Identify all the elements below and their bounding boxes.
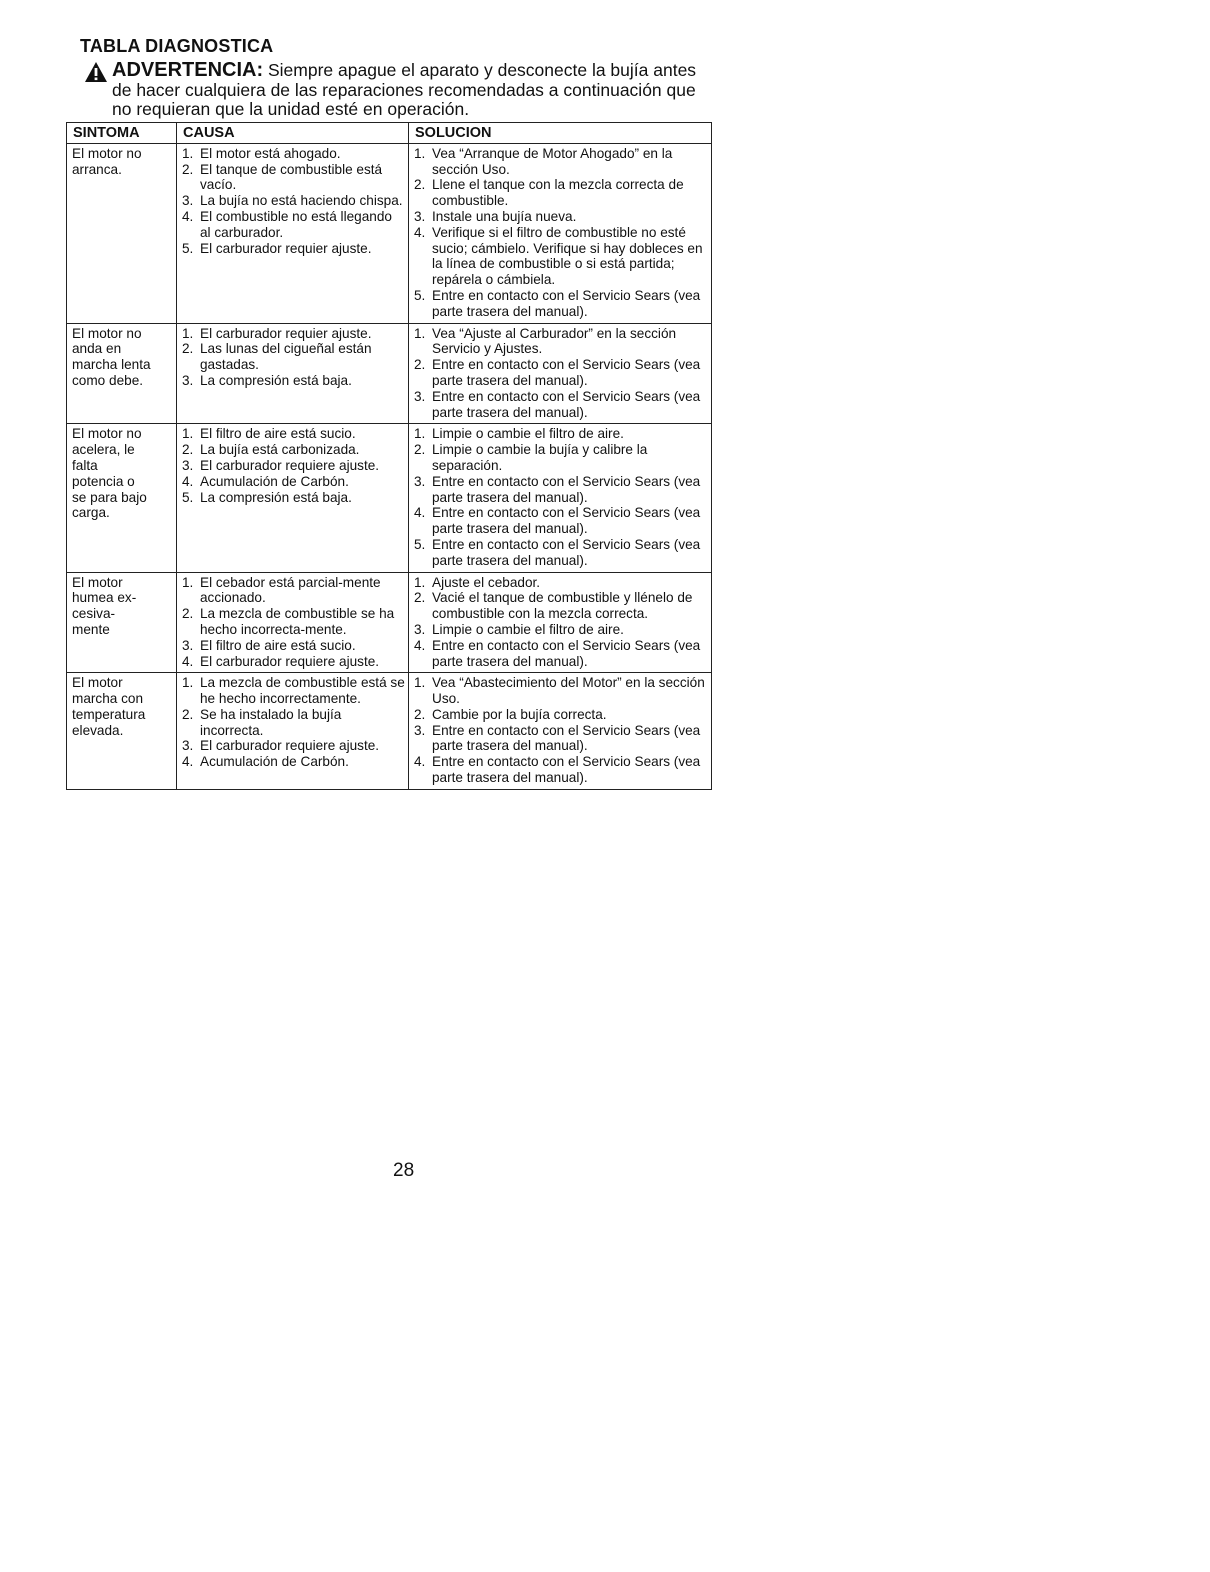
solution-text: Entre en contacto con el Servicio Sears (vea parte trasera del manual). bbox=[432, 388, 701, 420]
solution-cell bbox=[409, 424, 712, 572]
cause-number: 5. bbox=[182, 240, 194, 256]
cause-item bbox=[182, 606, 405, 638]
cause-item bbox=[182, 490, 405, 506]
cause-item bbox=[182, 426, 405, 442]
solution-item bbox=[414, 754, 708, 786]
solution-text: Entre en contacto con el Servicio Sears (vea parte trasera del manual). bbox=[432, 637, 701, 669]
cause-text: La compresión está baja. bbox=[200, 372, 352, 388]
solution-item bbox=[414, 675, 708, 707]
solution-number: 1. bbox=[414, 574, 426, 590]
warning-label: ADVERTENCIA: bbox=[112, 59, 264, 81]
solution-text: Entre en contacto con el Servicio Sears (vea parte trasera del manual). bbox=[432, 722, 701, 754]
solution-text: Llene el tanque con la mezcla correcta de combustible. bbox=[432, 177, 684, 209]
solution-item bbox=[414, 474, 708, 506]
warning-triangle-icon bbox=[84, 61, 108, 83]
cause-number: 4. bbox=[182, 653, 194, 669]
cause-text: El carburador requiere ajuste. bbox=[200, 457, 380, 473]
table-row bbox=[67, 572, 712, 673]
solution-item bbox=[414, 177, 708, 209]
cause-text: La mezcla de combustible está se he hecho incorrectamente. bbox=[200, 675, 405, 707]
solution-text: Vacié el tanque de combustible y llénelo de combustible con la mezcla correcta. bbox=[432, 590, 693, 622]
cause-cell bbox=[177, 673, 409, 790]
solution-number: 4. bbox=[414, 505, 426, 521]
cause-text: Acumulación de Carbón. bbox=[200, 473, 349, 489]
cause-cell bbox=[177, 143, 409, 323]
cause-number: 4. bbox=[182, 754, 194, 770]
cause-number: 2. bbox=[182, 706, 194, 722]
cause-item bbox=[182, 341, 405, 373]
solution-text: Instale una bujía nueva. bbox=[432, 208, 577, 224]
solution-number: 4. bbox=[414, 224, 426, 240]
solution-number: 3. bbox=[414, 388, 426, 404]
cause-item bbox=[182, 193, 405, 209]
cause-text: El filtro de aire está sucio. bbox=[200, 426, 356, 442]
solution-number: 3. bbox=[414, 621, 426, 637]
solution-text: Entre en contacto con el Servicio Sears (vea parte trasera del manual). bbox=[432, 505, 701, 537]
solution-number: 4. bbox=[414, 637, 426, 653]
cause-number: 1. bbox=[182, 675, 194, 691]
cause-text: La mezcla de combustible se ha hecho incorrecta-mente. bbox=[200, 606, 395, 637]
warning-text-1: Siempre apague el aparato y desconecte la bujía antes bbox=[263, 60, 697, 80]
cause-item bbox=[182, 638, 405, 654]
solution-text: Cambie por la bujía correcta. bbox=[432, 706, 607, 722]
cause-number: 3. bbox=[182, 637, 194, 653]
solution-item bbox=[414, 326, 708, 358]
solution-item bbox=[414, 707, 708, 723]
table-row bbox=[67, 143, 712, 323]
solution-item bbox=[414, 575, 708, 591]
cause-cell bbox=[177, 572, 409, 673]
cause-text: El carburador requier ajuste. bbox=[200, 240, 372, 256]
solution-item bbox=[414, 225, 708, 288]
solution-number: 1. bbox=[414, 426, 426, 442]
cause-number: 1. bbox=[182, 574, 194, 590]
cause-number: 1. bbox=[182, 426, 194, 442]
solution-item bbox=[414, 723, 708, 755]
cause-text: El carburador requiere ajuste. bbox=[200, 738, 380, 754]
solution-text: Ajuste el cebador. bbox=[432, 574, 541, 590]
solution-item bbox=[414, 426, 708, 442]
table-row bbox=[67, 323, 712, 424]
cause-item bbox=[182, 458, 405, 474]
solution-text: Verifique si el filtro de combustible no esté sucio; cámbielo. Verifique si hay dobleces en la línea de combustible o si está partida; repárela o cámbiela. bbox=[432, 224, 703, 288]
solution-number: 2. bbox=[414, 706, 426, 722]
cause-number: 2. bbox=[182, 442, 194, 458]
solution-item bbox=[414, 590, 708, 622]
warning-text-3: no requieran que la unidad esté en operación. bbox=[112, 99, 470, 119]
table-row bbox=[67, 424, 712, 572]
cause-item bbox=[182, 707, 405, 739]
page-title: TABLA DIAGNOSTICA bbox=[80, 36, 274, 56]
solution-number: 2. bbox=[414, 442, 426, 458]
cause-text: La bujía está carbonizada. bbox=[200, 442, 360, 458]
cause-cell bbox=[177, 424, 409, 572]
solution-number: 2. bbox=[414, 590, 426, 606]
solution-number: 1. bbox=[414, 675, 426, 691]
solution-text: Entre en contacto con el Servicio Sears (vea parte trasera del manual). bbox=[432, 754, 701, 786]
cause-number: 1. bbox=[182, 325, 194, 341]
cause-number: 3. bbox=[182, 193, 194, 209]
solution-item bbox=[414, 146, 708, 178]
header-solucion: SOLUCION bbox=[409, 123, 712, 144]
symptom-cell: El motor no arranca. bbox=[67, 143, 177, 323]
header-sintoma: SINTOMA bbox=[67, 123, 177, 144]
solution-number: 3. bbox=[414, 722, 426, 738]
cause-text: El cebador está parcial-mente accionado. bbox=[200, 574, 381, 606]
solution-text: Vea “Abastecimiento del Motor” en la sección Uso. bbox=[432, 675, 705, 707]
cause-number: 2. bbox=[182, 341, 194, 357]
solution-number: 1. bbox=[414, 325, 426, 341]
solution-text: Vea “Arranque de Motor Ahogado” en la sección Uso. bbox=[432, 145, 673, 177]
solution-text: Limpie o cambie la bujía y calibre la separación. bbox=[432, 442, 648, 473]
diagnostic-table bbox=[66, 122, 712, 790]
cause-text: El combustible no está llegando al carburador. bbox=[200, 208, 392, 240]
solution-number: 5. bbox=[414, 287, 426, 303]
cause-number: 4. bbox=[182, 473, 194, 489]
cause-number: 4. bbox=[182, 208, 194, 224]
cause-item bbox=[182, 326, 405, 342]
solution-text: Limpie o cambie el filtro de aire. bbox=[432, 426, 624, 442]
solution-item bbox=[414, 209, 708, 225]
table-header-row bbox=[67, 123, 712, 144]
cause-item bbox=[182, 241, 405, 257]
warning-text-2: de hacer cualquiera de las reparaciones recomendadas a continuación que bbox=[112, 80, 696, 100]
cause-text: Las lunas del cigueñal están gastadas. bbox=[200, 341, 372, 373]
warning-line-1 bbox=[112, 59, 696, 81]
cause-item bbox=[182, 162, 405, 194]
cause-text: El tanque de combustible está vacío. bbox=[200, 161, 383, 193]
solution-number: 1. bbox=[414, 145, 426, 161]
cause-text: El carburador requiere ajuste. bbox=[200, 653, 380, 669]
cause-number: 2. bbox=[182, 161, 194, 177]
solution-number: 3. bbox=[414, 208, 426, 224]
solution-text: Entre en contacto con el Servicio Sears (vea parte trasera del manual). bbox=[432, 357, 701, 388]
cause-text: El motor está ahogado. bbox=[200, 145, 341, 161]
solution-item bbox=[414, 389, 708, 421]
solution-cell bbox=[409, 323, 712, 424]
table-body bbox=[67, 143, 712, 789]
solution-number: 3. bbox=[414, 473, 426, 489]
solution-item bbox=[414, 442, 708, 474]
cause-item bbox=[182, 373, 405, 389]
cause-item bbox=[182, 146, 405, 162]
table-row bbox=[67, 673, 712, 790]
symptom-cell: El motor humea ex- cesiva- mente bbox=[67, 572, 177, 673]
cause-text: Acumulación de Carbón. bbox=[200, 754, 349, 770]
solution-item bbox=[414, 288, 708, 320]
solution-item bbox=[414, 537, 708, 569]
header-causa: CAUSA bbox=[177, 123, 409, 144]
solution-number: 2. bbox=[414, 357, 426, 373]
solution-text: Limpie o cambie el filtro de aire. bbox=[432, 621, 624, 637]
cause-item bbox=[182, 675, 405, 707]
cause-cell bbox=[177, 323, 409, 424]
cause-text: La bujía no está haciendo chispa. bbox=[200, 193, 403, 209]
solution-text: Entre en contacto con el Servicio Sears (vea parte trasera del manual). bbox=[432, 473, 701, 505]
cause-item bbox=[182, 754, 405, 770]
symptom-cell: El motor marcha con temperatura elevada. bbox=[67, 673, 177, 790]
cause-number: 1. bbox=[182, 145, 194, 161]
cause-number: 3. bbox=[182, 457, 194, 473]
solution-cell bbox=[409, 572, 712, 673]
solution-number: 4. bbox=[414, 754, 426, 770]
cause-item bbox=[182, 442, 405, 458]
page-number: 28 bbox=[393, 1160, 415, 1181]
warning-text-rest bbox=[112, 81, 712, 119]
solution-item bbox=[414, 638, 708, 670]
cause-item bbox=[182, 738, 405, 754]
solution-text: Entre en contacto con el Servicio Sears (vea parte trasera del manual). bbox=[432, 287, 701, 319]
cause-item bbox=[182, 209, 405, 241]
solution-number: 5. bbox=[414, 536, 426, 552]
cause-item bbox=[182, 474, 405, 490]
solution-number: 2. bbox=[414, 177, 426, 193]
symptom-cell: El motor no acelera, le falta potencia o se para bajo carga. bbox=[67, 424, 177, 572]
cause-item bbox=[182, 654, 405, 670]
solution-text: Entre en contacto con el Servicio Sears (vea parte trasera del manual). bbox=[432, 536, 701, 568]
solution-item bbox=[414, 357, 708, 389]
cause-number: 2. bbox=[182, 606, 194, 622]
cause-text: El carburador requier ajuste. bbox=[200, 325, 372, 341]
cause-text: Se ha instalado la bujía incorrecta. bbox=[200, 706, 342, 738]
solution-cell bbox=[409, 673, 712, 790]
cause-number: 3. bbox=[182, 372, 194, 388]
cause-text: La compresión está baja. bbox=[200, 489, 352, 505]
solution-text: Vea “Ajuste al Carburador” en la sección Servicio y Ajustes. bbox=[432, 325, 677, 357]
cause-number: 3. bbox=[182, 738, 194, 754]
solution-item bbox=[414, 622, 708, 638]
solution-cell bbox=[409, 143, 712, 323]
cause-number: 5. bbox=[182, 489, 194, 505]
cause-item bbox=[182, 575, 405, 607]
cause-text: El filtro de aire está sucio. bbox=[200, 637, 356, 653]
solution-item bbox=[414, 505, 708, 537]
symptom-cell: El motor no anda en marcha lenta como debe. bbox=[67, 323, 177, 424]
